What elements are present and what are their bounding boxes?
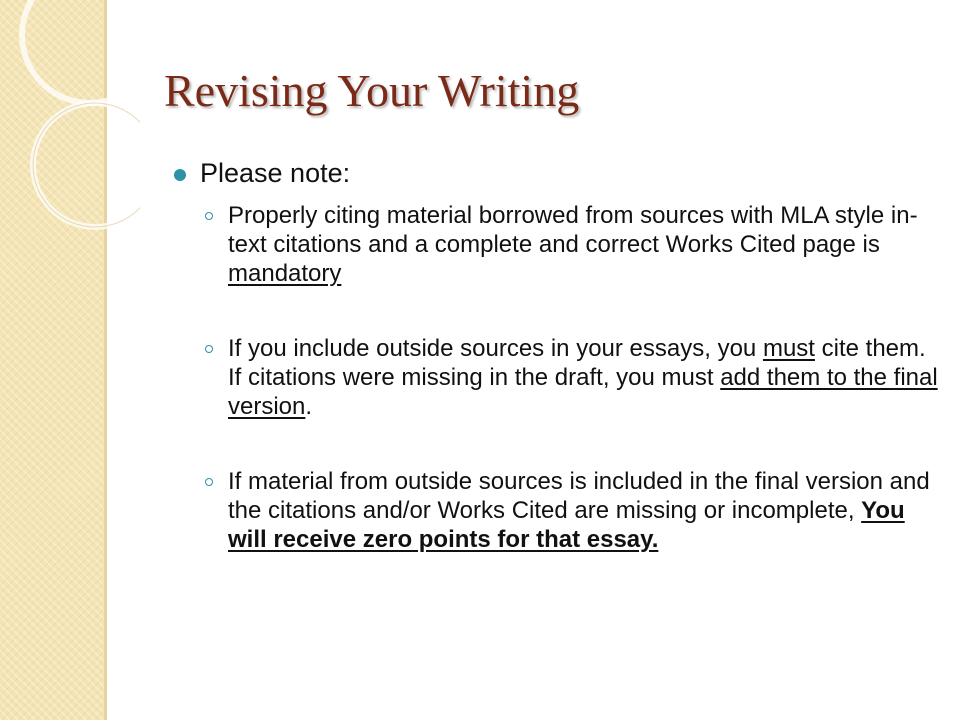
sub-bullet-citing — [172, 201, 942, 288]
underlined-text: mandatory — [228, 260, 342, 287]
decorative-rings-icon — [0, 0, 140, 260]
text-segment: cite them. If citations were missing in the draft, you must — [228, 335, 926, 391]
text-segment: If you include outside sources in your essays, you — [228, 335, 763, 362]
text-segment: If material from outside sources is included in the final version and the citations and/or Works Cited are missing or incomplete, — [228, 468, 930, 524]
sub-bullet-list — [172, 201, 942, 554]
sub-bullet-include-sources — [172, 334, 942, 421]
sub-bullet-zero-points — [172, 467, 942, 554]
filled-circle-icon — [174, 169, 186, 181]
slide-content — [172, 158, 942, 600]
underlined-text: must — [762, 335, 815, 362]
hollow-circle-icon — [205, 345, 213, 353]
underlined-text: add them to the final version — [228, 364, 938, 420]
bullet-label: Please note: — [200, 158, 351, 188]
slide-title: Revising Your Writing — [164, 65, 580, 116]
text-segment: . — [305, 393, 313, 420]
hollow-circle-icon — [205, 478, 213, 486]
bullet-please-note — [172, 158, 942, 189]
text-segment: Properly citing material borrowed from sources with MLA style in-text citations and a complete and correct Works Cited page is — [228, 202, 918, 258]
bold-underlined-warning: You will receive zero points for that essay. — [228, 497, 905, 553]
hollow-circle-icon — [205, 212, 213, 220]
